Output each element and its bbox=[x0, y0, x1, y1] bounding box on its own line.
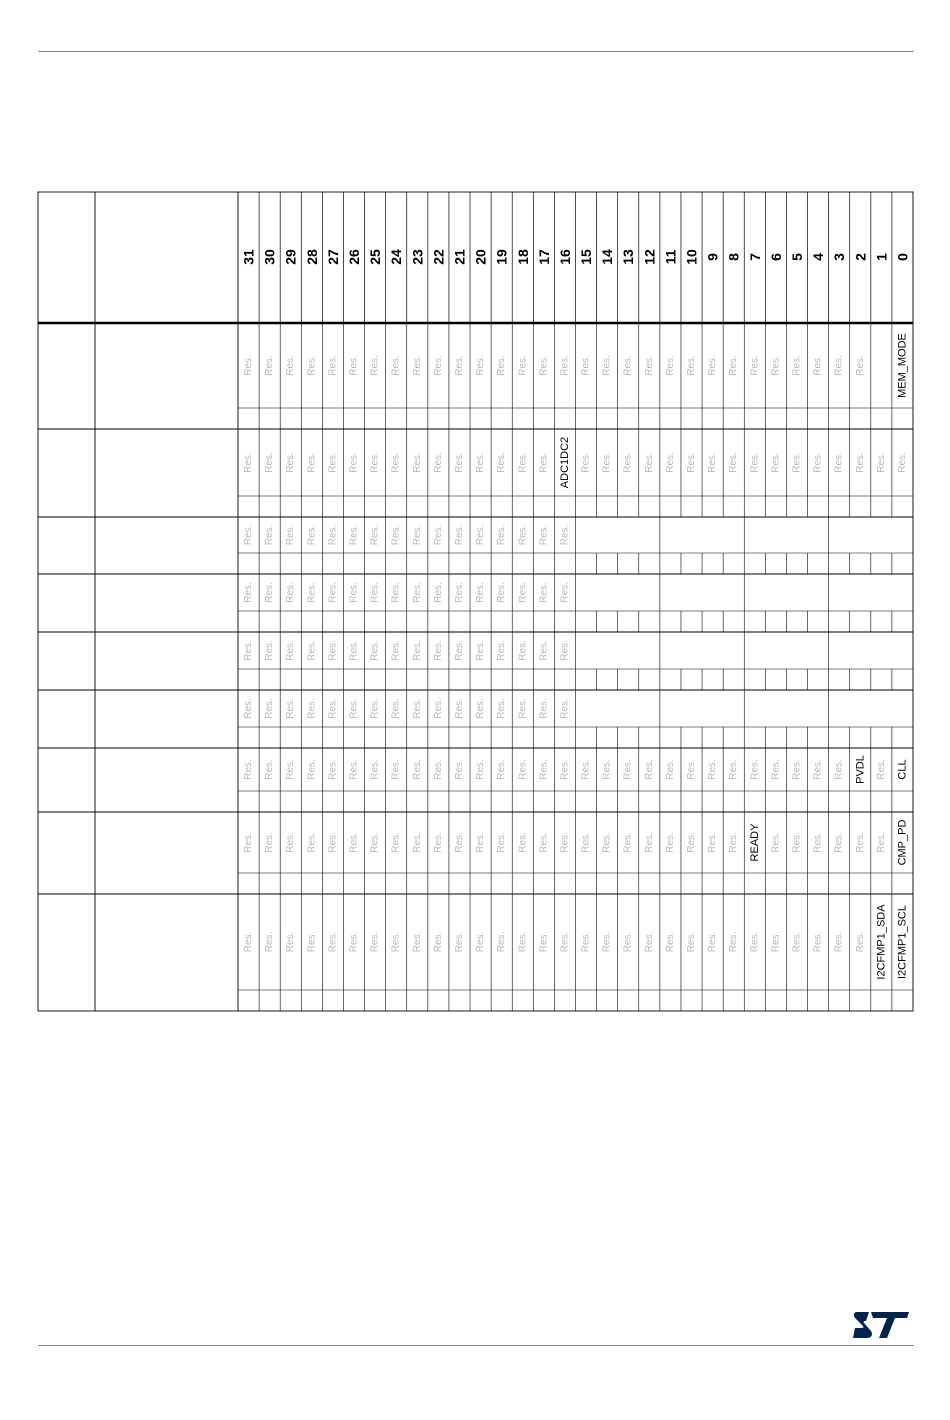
field-label: I2CFMP1_SDA bbox=[875, 904, 888, 980]
reserved-bit-label: Res. bbox=[707, 355, 719, 376]
reserved-bit-label: Res. bbox=[390, 759, 402, 780]
bit-number: 19 bbox=[493, 249, 510, 265]
field-label: MEM_MODE bbox=[896, 333, 909, 398]
reserved-bit-label: Res. bbox=[432, 452, 444, 473]
reserved-bit-label: Res. bbox=[664, 355, 676, 376]
reserved-bit-label: Res. bbox=[411, 452, 423, 473]
reserved-bit-label: Res. bbox=[496, 524, 508, 546]
reserved-bit-label: Res. bbox=[264, 931, 276, 953]
reserved-bit-label: Res. bbox=[707, 452, 719, 473]
field-label: PVDL bbox=[854, 755, 867, 784]
bit-number: 5 bbox=[788, 253, 805, 261]
reserved-bit-label: Res. bbox=[517, 355, 529, 376]
reserved-bit-label: Res. bbox=[243, 582, 255, 603]
reserved-bit-label: Res. bbox=[285, 640, 297, 661]
reserved-bit-label: Res. bbox=[475, 452, 487, 473]
reserved-bit-label: Res. bbox=[643, 452, 655, 473]
reserved-bit-label: Res. bbox=[348, 452, 360, 473]
reserved-bit-label: Res. bbox=[432, 355, 444, 376]
reserved-bit-label: Res. bbox=[264, 698, 276, 719]
reserved-bit-label: Res. bbox=[496, 698, 508, 719]
reserved-bit-label: Res. bbox=[601, 832, 613, 853]
reserved-bit-label: Res. bbox=[432, 640, 444, 661]
reserved-bit-label: Res. bbox=[517, 832, 529, 853]
bit-number: 15 bbox=[578, 249, 595, 265]
reserved-bit-label: Res. bbox=[559, 931, 571, 953]
reserved-bit-label: Res. bbox=[285, 759, 297, 780]
reserved-bit-label: Res. bbox=[538, 524, 550, 546]
reserved-bit-label: Res. bbox=[833, 452, 845, 473]
reserved-bit-label: Res. bbox=[327, 832, 339, 853]
reserved-bit-label: Res. bbox=[496, 452, 508, 473]
reserved-bit-label: Res. bbox=[749, 355, 761, 376]
reserved-bit-label: Res. bbox=[707, 832, 719, 853]
reserved-bit-label: Res. bbox=[264, 524, 276, 546]
bit-number: 25 bbox=[367, 249, 384, 265]
reserved-bit-label: Res. bbox=[327, 640, 339, 661]
reserved-bit-label: Res. bbox=[770, 832, 782, 853]
reserved-bit-label: Res. bbox=[369, 640, 381, 661]
reserved-bit-label: Res. bbox=[896, 452, 908, 473]
reserved-bit-label: Res. bbox=[538, 355, 550, 376]
reserved-bit-label: Res. bbox=[348, 698, 360, 719]
reserved-bit-label: Res. bbox=[453, 640, 465, 661]
reserved-bit-label: Res. bbox=[306, 355, 318, 376]
reserved-bit-label: Res. bbox=[264, 355, 276, 376]
reserved-bit-label: Res. bbox=[327, 355, 339, 376]
reserved-bit-label: Res. bbox=[728, 355, 740, 376]
bit-number: 27 bbox=[324, 249, 341, 265]
reserved-bit-label: Res. bbox=[707, 759, 719, 780]
reserved-bit-label: Res. bbox=[496, 931, 508, 953]
reserved-bit-label: Res. bbox=[496, 759, 508, 780]
bit-number: 16 bbox=[556, 249, 573, 265]
bit-number: 30 bbox=[261, 249, 278, 265]
reserved-bit-label: Res. bbox=[496, 355, 508, 376]
bit-number: 24 bbox=[388, 249, 405, 265]
reserved-bit-label: Res. bbox=[285, 832, 297, 853]
field-label: CLL bbox=[896, 759, 909, 780]
reserved-bit-label: Res. bbox=[264, 640, 276, 661]
bit-number: 3 bbox=[831, 253, 848, 261]
reserved-bit-label: Res. bbox=[432, 524, 444, 546]
reserved-bit-label: Res. bbox=[517, 931, 529, 953]
reserved-bit-label: Res. bbox=[517, 452, 529, 473]
reserved-bit-label: Res. bbox=[453, 452, 465, 473]
reserved-bit-label: Res. bbox=[538, 832, 550, 853]
reserved-bit-label: Res. bbox=[686, 832, 698, 853]
reserved-bit-label: Res. bbox=[390, 931, 402, 953]
reserved-bit-label: Res. bbox=[306, 452, 318, 473]
reserved-bit-label: Res. bbox=[812, 355, 824, 376]
reserved-bit-label: Res. bbox=[243, 832, 255, 853]
reserved-bit-label: Res. bbox=[369, 355, 381, 376]
reserved-bit-label: Res. bbox=[390, 524, 402, 546]
reserved-bit-label: Res. bbox=[559, 640, 571, 661]
reserved-bit-label: Res. bbox=[306, 832, 318, 853]
reserved-bit-label: Res. bbox=[327, 582, 339, 603]
reserved-bit-label: Res. bbox=[854, 452, 866, 473]
reserved-bit-label: Res. bbox=[327, 452, 339, 473]
reserved-bit-label: Res. bbox=[517, 582, 529, 603]
field-label: ADC1DC2 bbox=[558, 436, 571, 489]
reserved-bit-label: Res. bbox=[791, 355, 803, 376]
bit-number: 12 bbox=[641, 249, 658, 265]
reserved-bit-label: Res. bbox=[432, 832, 444, 853]
reserved-bit-label: Res. bbox=[327, 698, 339, 719]
reserved-bit-label: Res. bbox=[643, 832, 655, 853]
reserved-bit-label: Res. bbox=[306, 931, 318, 953]
bit-number: 31 bbox=[240, 249, 257, 265]
reserved-bit-label: Res. bbox=[664, 452, 676, 473]
reserved-bit-label: Res. bbox=[664, 832, 676, 853]
reserved-bit-label: Res. bbox=[622, 452, 634, 473]
reserved-bit-label: Res. bbox=[622, 931, 634, 953]
bit-number: 29 bbox=[282, 249, 299, 265]
reserved-bit-label: Res. bbox=[496, 640, 508, 661]
reserved-bit-label: Res. bbox=[285, 582, 297, 603]
reserved-bit-label: Res. bbox=[538, 698, 550, 719]
reserved-bit-label: Res. bbox=[770, 931, 782, 953]
reserved-bit-label: Res. bbox=[348, 582, 360, 603]
reserved-bit-label: Res. bbox=[580, 931, 592, 953]
reserved-bit-label: Res. bbox=[475, 832, 487, 853]
reserved-bit-label: Res. bbox=[580, 452, 592, 473]
reserved-bit-label: Res. bbox=[664, 759, 676, 780]
reserved-bit-label: Res. bbox=[285, 524, 297, 546]
reserved-bit-label: Res. bbox=[327, 931, 339, 953]
bit-number: 8 bbox=[725, 253, 742, 261]
reserved-bit-label: Res. bbox=[580, 759, 592, 780]
reserved-bit-label: Res. bbox=[243, 698, 255, 719]
field-label: CMP_PD bbox=[896, 819, 909, 866]
reserved-bit-label: Res. bbox=[390, 355, 402, 376]
reserved-bit-label: Res. bbox=[411, 698, 423, 719]
reserved-bit-label: Res. bbox=[686, 355, 698, 376]
reserved-bit-label: Res. bbox=[517, 698, 529, 719]
reserved-bit-label: Res. bbox=[496, 582, 508, 603]
reserved-bit-label: Res. bbox=[875, 832, 887, 853]
field-label: READY bbox=[748, 823, 761, 862]
reserved-bit-label: Res. bbox=[728, 759, 740, 780]
reserved-bit-label: Res. bbox=[369, 759, 381, 780]
reserved-bit-label: Res. bbox=[517, 759, 529, 780]
bit-number: 14 bbox=[599, 249, 616, 265]
reserved-bit-label: Res. bbox=[559, 698, 571, 719]
reserved-bit-label: Res. bbox=[453, 759, 465, 780]
bit-number: 18 bbox=[514, 249, 531, 265]
reserved-bit-label: Res. bbox=[770, 355, 782, 376]
reserved-bit-label: Res. bbox=[411, 931, 423, 953]
reserved-bit-label: Res. bbox=[411, 524, 423, 546]
reserved-bit-label: Res. bbox=[728, 931, 740, 953]
bit-number: 0 bbox=[894, 253, 911, 261]
reserved-bit-label: Res. bbox=[854, 355, 866, 376]
reserved-bit-label: Res. bbox=[327, 759, 339, 780]
reserved-bit-label: Res. bbox=[622, 832, 634, 853]
reserved-bit-label: Res. bbox=[411, 832, 423, 853]
reserved-bit-label: Res. bbox=[306, 524, 318, 546]
reserved-bit-label: Res. bbox=[243, 524, 255, 546]
reserved-bit-label: Res. bbox=[643, 931, 655, 953]
reserved-bit-label: Res. bbox=[475, 640, 487, 661]
reserved-bit-label: Res. bbox=[243, 640, 255, 661]
st-logo bbox=[853, 1310, 911, 1340]
reserved-bit-label: Res. bbox=[475, 698, 487, 719]
reserved-bit-label: Res. bbox=[306, 582, 318, 603]
reserved-bit-label: Res. bbox=[475, 759, 487, 780]
bit-number: 9 bbox=[704, 253, 721, 261]
reserved-bit-label: Res. bbox=[580, 355, 592, 376]
bit-number: 20 bbox=[472, 249, 489, 265]
reserved-bit-label: Res. bbox=[243, 355, 255, 376]
reserved-bit-label: Res. bbox=[559, 582, 571, 603]
bit-number: 13 bbox=[620, 249, 637, 265]
reserved-bit-label: Res. bbox=[453, 931, 465, 953]
reserved-bit-label: Res. bbox=[538, 582, 550, 603]
reserved-bit-label: Res. bbox=[285, 931, 297, 953]
reserved-bit-label: Res. bbox=[580, 832, 592, 853]
bit-number: 7 bbox=[746, 253, 763, 261]
field-label: I2CFMP1_SCL bbox=[896, 905, 909, 979]
reserved-bit-label: Res. bbox=[285, 452, 297, 473]
reserved-bit-label: Res. bbox=[559, 832, 571, 853]
bit-number: 1 bbox=[873, 253, 890, 261]
reserved-bit-label: Res. bbox=[411, 640, 423, 661]
reserved-bit-label: Res. bbox=[791, 931, 803, 953]
reserved-bit-label: Res. bbox=[643, 355, 655, 376]
reserved-bit-label: Res. bbox=[812, 452, 824, 473]
reserved-bit-label: Res. bbox=[833, 355, 845, 376]
reserved-bit-label: Res. bbox=[369, 832, 381, 853]
reserved-bit-label: Res. bbox=[390, 452, 402, 473]
reserved-bit-label: Res. bbox=[243, 759, 255, 780]
reserved-bit-label: Res. bbox=[686, 931, 698, 953]
reserved-bit-label: Res. bbox=[453, 832, 465, 853]
bit-number: 23 bbox=[409, 249, 426, 265]
bit-number: 28 bbox=[303, 249, 320, 265]
reserved-bit-label: Res. bbox=[812, 759, 824, 780]
reserved-bit-label: Res. bbox=[875, 452, 887, 473]
reserved-bit-label: Res. bbox=[369, 582, 381, 603]
reserved-bit-label: Res. bbox=[453, 355, 465, 376]
reserved-bit-label: Res. bbox=[833, 832, 845, 853]
reserved-bit-label: Res. bbox=[264, 452, 276, 473]
reserved-bit-label: Res. bbox=[390, 698, 402, 719]
reserved-bit-label: Res. bbox=[369, 524, 381, 546]
reserved-bit-label: Res. bbox=[453, 698, 465, 719]
reserved-bit-label: Res. bbox=[812, 832, 824, 853]
reserved-bit-label: Res. bbox=[285, 355, 297, 376]
reserved-bit-label: Res. bbox=[707, 931, 719, 953]
reserved-bit-label: Res. bbox=[559, 759, 571, 780]
reserved-bit-label: Res. bbox=[390, 640, 402, 661]
reserved-bit-label: Res. bbox=[348, 640, 360, 661]
reserved-bit-label: Res. bbox=[517, 524, 529, 546]
reserved-bit-label: Res. bbox=[770, 452, 782, 473]
reserved-bit-label: Res. bbox=[453, 582, 465, 603]
bit-number: 17 bbox=[535, 249, 552, 265]
reserved-bit-label: Res. bbox=[538, 759, 550, 780]
reserved-bit-label: Res. bbox=[833, 759, 845, 780]
reserved-bit-label: Res. bbox=[243, 452, 255, 473]
reserved-bit-label: Res. bbox=[369, 698, 381, 719]
bit-number: 22 bbox=[430, 249, 447, 265]
reserved-bit-label: Res. bbox=[306, 759, 318, 780]
reserved-bit-label: Res. bbox=[348, 759, 360, 780]
reserved-bit-label: Res. bbox=[348, 355, 360, 376]
bit-number: 6 bbox=[767, 253, 784, 261]
reserved-bit-label: Res. bbox=[538, 931, 550, 953]
reserved-bit-label: Res. bbox=[496, 832, 508, 853]
reserved-bit-label: Res. bbox=[728, 452, 740, 473]
reserved-bit-label: Res. bbox=[264, 832, 276, 853]
reserved-bit-label: Res. bbox=[453, 524, 465, 546]
reserved-bit-label: Res. bbox=[601, 452, 613, 473]
reserved-bit-label: Res. bbox=[327, 524, 339, 546]
reserved-bit-label: Res. bbox=[411, 355, 423, 376]
reserved-bit-label: Res. bbox=[538, 452, 550, 473]
bit-number: 21 bbox=[451, 249, 468, 265]
reserved-bit-label: Res. bbox=[306, 640, 318, 661]
reserved-bit-label: Res. bbox=[559, 355, 571, 376]
reserved-bit-label: Res. bbox=[411, 582, 423, 603]
reserved-bit-label: Res. bbox=[348, 524, 360, 546]
reserved-bit-label: Res. bbox=[264, 759, 276, 780]
reserved-bit-label: Res. bbox=[475, 931, 487, 953]
reserved-bit-label: Res. bbox=[791, 452, 803, 473]
reserved-bit-label: Res. bbox=[390, 832, 402, 853]
reserved-bit-label: Res. bbox=[664, 931, 676, 953]
reserved-bit-label: Res. bbox=[622, 759, 634, 780]
reserved-bit-label: Res. bbox=[475, 355, 487, 376]
bit-number: 4 bbox=[810, 253, 827, 261]
reserved-bit-label: Res. bbox=[390, 582, 402, 603]
reserved-bit-label: Res. bbox=[686, 452, 698, 473]
reserved-bit-label: Res. bbox=[264, 582, 276, 603]
reserved-bit-label: Res. bbox=[791, 832, 803, 853]
bit-number: 26 bbox=[346, 249, 363, 265]
reserved-bit-label: Res. bbox=[306, 698, 318, 719]
reserved-bit-label: Res. bbox=[432, 931, 444, 953]
reserved-bit-label: Res. bbox=[517, 640, 529, 661]
reserved-bit-label: Res. bbox=[833, 931, 845, 953]
reserved-bit-label: Res. bbox=[601, 931, 613, 953]
reserved-bit-label: Res. bbox=[770, 759, 782, 780]
reserved-bit-label: Res. bbox=[348, 931, 360, 953]
reserved-bit-label: Res. bbox=[854, 832, 866, 853]
reserved-bit-label: Res. bbox=[749, 931, 761, 953]
reserved-bit-label: Res. bbox=[601, 759, 613, 780]
reserved-bit-label: Res. bbox=[411, 759, 423, 780]
reserved-bit-label: Res. bbox=[875, 759, 887, 780]
reserved-bit-label: Res. bbox=[348, 832, 360, 853]
reserved-bit-label: Res. bbox=[643, 759, 655, 780]
reserved-bit-label: Res. bbox=[559, 524, 571, 546]
reserved-bit-label: Res. bbox=[791, 759, 803, 780]
bit-number: 11 bbox=[662, 249, 679, 265]
reserved-bit-label: Res. bbox=[369, 452, 381, 473]
reserved-bit-label: Res. bbox=[538, 640, 550, 661]
bit-number: 10 bbox=[683, 249, 700, 265]
reserved-bit-label: Res. bbox=[243, 931, 255, 953]
reserved-bit-label: Res. bbox=[622, 355, 634, 376]
reserved-bit-label: Res. bbox=[728, 832, 740, 853]
reserved-bit-label: Res. bbox=[432, 759, 444, 780]
reserved-bit-label: Res. bbox=[475, 524, 487, 546]
reserved-bit-label: Res. bbox=[601, 355, 613, 376]
bit-number: 2 bbox=[852, 253, 869, 261]
reserved-bit-label: Res. bbox=[369, 931, 381, 953]
reserved-bit-label: Res. bbox=[749, 452, 761, 473]
reserved-bit-label: Res. bbox=[432, 582, 444, 603]
reserved-bit-label: Res. bbox=[854, 931, 866, 953]
reserved-bit-label: Res. bbox=[686, 759, 698, 780]
reserved-bit-label: Res. bbox=[812, 931, 824, 953]
reserved-bit-label: Res. bbox=[432, 698, 444, 719]
reserved-bit-label: Res. bbox=[749, 759, 761, 780]
reserved-bit-label: Res. bbox=[285, 698, 297, 719]
reserved-bit-label: Res. bbox=[475, 582, 487, 603]
